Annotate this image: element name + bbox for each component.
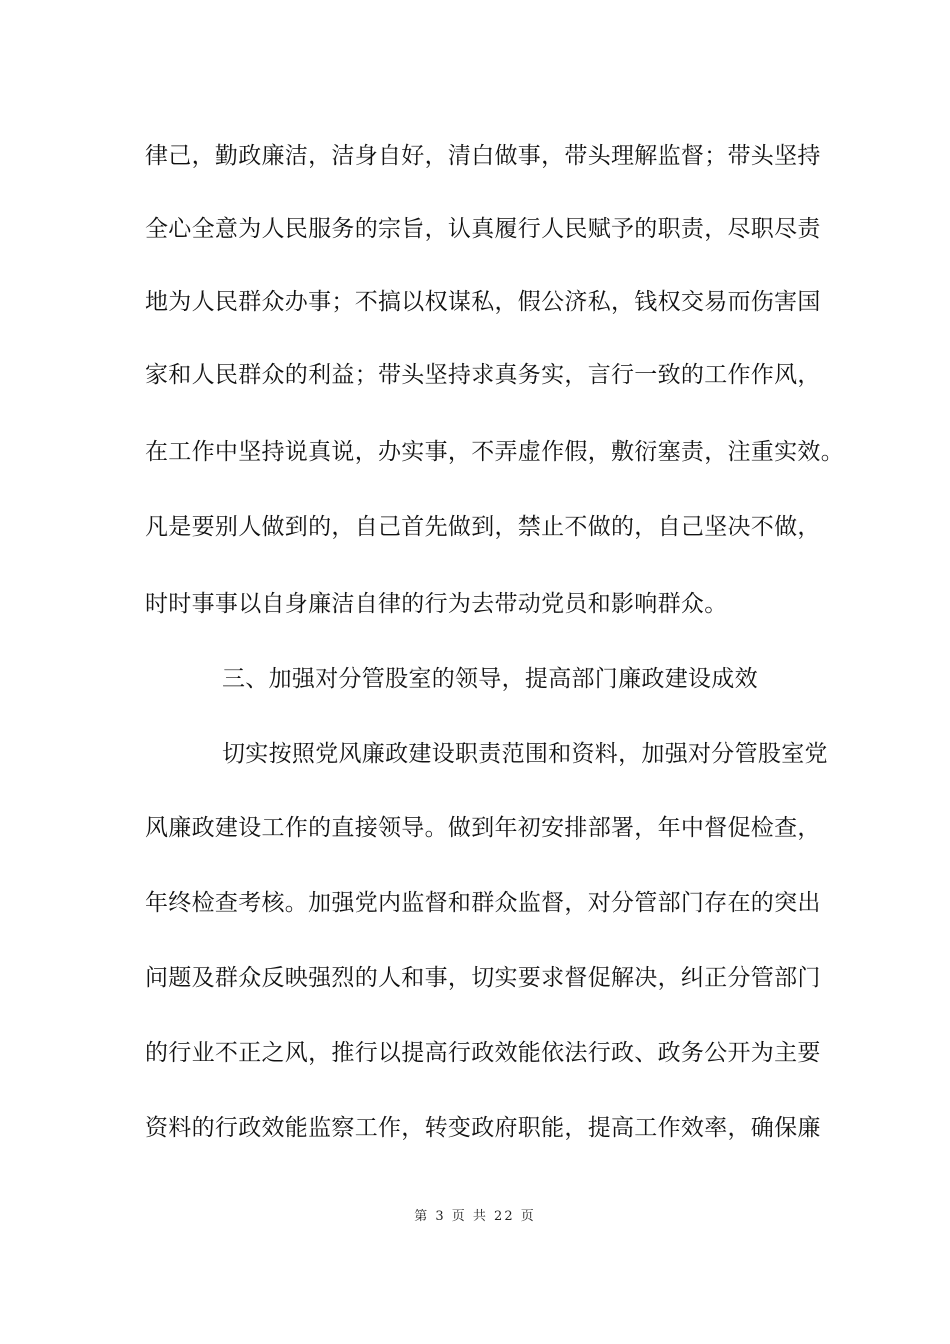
body-text-line: 资料的行政效能监察工作，转变政府职能，提高工作效率，确保廉: [145, 1115, 821, 1141]
body-text-line: 时时事事以自身廉洁自律的行为去带动党员和影响群众。: [145, 591, 728, 617]
body-text-line: 风廉政建设工作的直接领导。做到年初安排部署，年中督促检查，: [145, 815, 821, 841]
body-text-line: 的行业不正之风，推行以提高行政效能依法行政、政务公开为主要: [145, 1040, 821, 1066]
body-text-line: 在工作中坚持说真说，办实事，不弄虚作假，敷衍塞责，注重实效。: [145, 439, 844, 465]
body-text-line: 问题及群众反映强烈的人和事，切实要求督促解决，纠正分管部门: [145, 965, 821, 991]
page-number-footer: 第 3 页 共 22 页: [414, 1209, 536, 1224]
paragraph-first-line: 切实按照党风廉政建设职责范围和资料，加强对分管股室党: [222, 741, 828, 767]
body-text-line: 年终检查考核。加强党内监督和群众监督，对分管部门存在的突出: [145, 890, 821, 916]
body-text-line: 家和人民群众的利益；带头坚持求真务实，言行一致的工作作风，: [145, 362, 821, 388]
body-text-line: 地为人民群众办事；不搞以权谋私，假公济私，钱权交易而伤害国: [145, 289, 821, 315]
body-text-line: 凡是要别人做到的，自己首先做到，禁止不做的，自己坚决不做，: [145, 514, 821, 540]
body-text-line: 全心全意为人民服务的宗旨，认真履行人民赋予的职责，尽职尽责: [145, 216, 821, 242]
section-heading: 三、加强对分管股室的领导，提高部门廉政建设成效: [222, 666, 758, 692]
body-text-line: 律己，勤政廉洁，洁身自好，清白做事，带头理解监督；带头坚持: [145, 143, 821, 169]
